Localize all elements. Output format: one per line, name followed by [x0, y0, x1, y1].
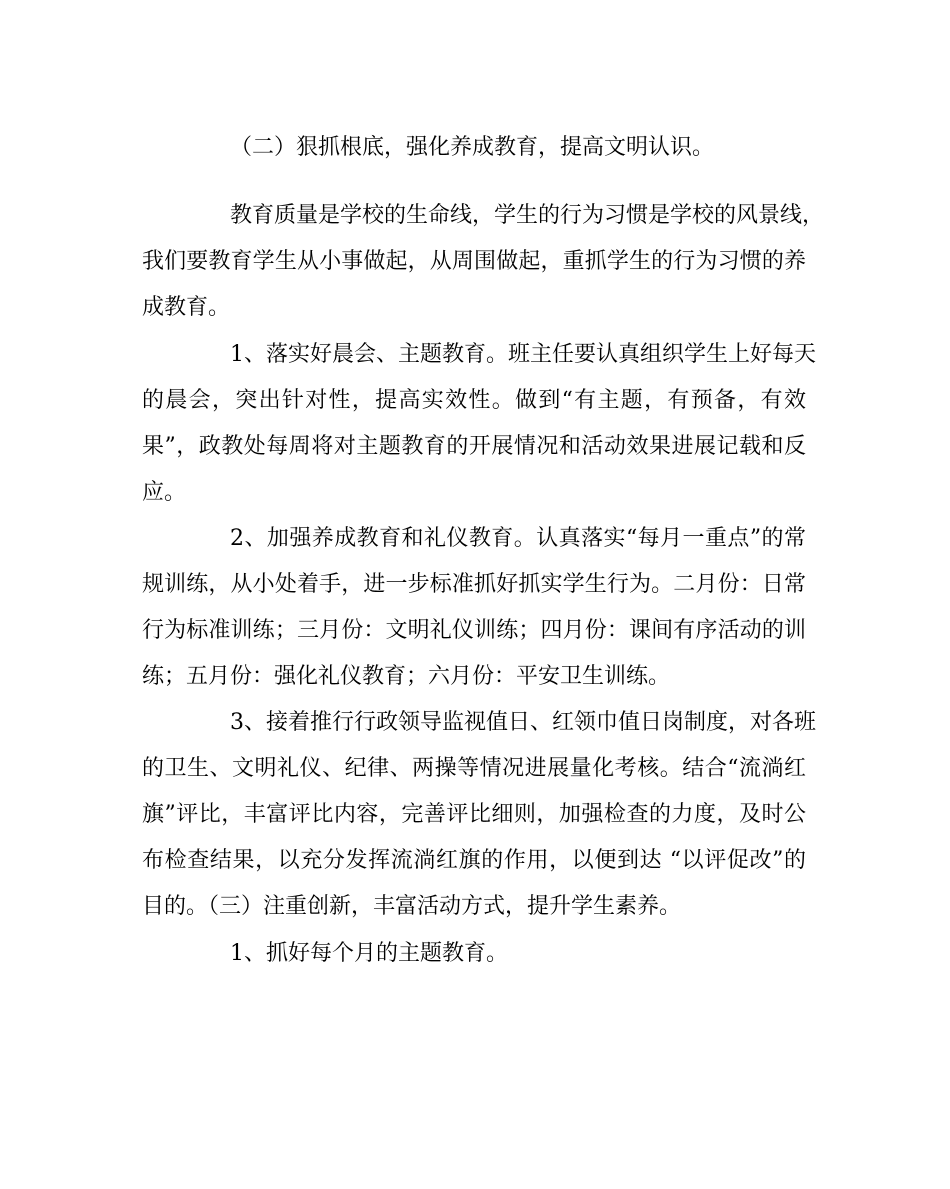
text-line: 1、抓好每个月的主题教育。 — [230, 941, 508, 966]
text-line: 的卫生、文明礼仪、纪律、两操等情况进展量化考核。结合“流淌红 — [142, 756, 806, 781]
document-body — [142, 125, 825, 977]
text-line: 应。 — [142, 480, 187, 505]
text-line: 1、落实好晨会、主题教育。班主任要认真组织学生上好每天 — [230, 342, 816, 367]
text-line: 教育质量是学校的生命线，学生的行为习惯是学校的风景线， — [230, 203, 825, 228]
section-heading: （二）狠抓根底，强化养成教育，提高文明认识。 — [230, 135, 715, 160]
gap — [142, 171, 806, 193]
text-line: 布检查结果，以充分发挥流淌红旗的作用，以便到达 “以评促改”的 — [142, 848, 806, 873]
text-line: 目的。（三）注重创新，丰富活动方式，提升学生素养。 — [142, 894, 682, 919]
text-line: 成教育。 — [142, 295, 231, 320]
text-line: 我们要教育学生从小事做起，从周围做起，重抓学生的行为习惯的养 — [142, 249, 806, 274]
text-line: 果”，政教处每周将对主题教育的开展情况和活动效果进展记载和反 — [142, 434, 806, 459]
text-line: 的晨会，突出针对性，提高实效性。做到“有主题，有预备，有效 — [142, 388, 806, 413]
text-line: 2、加强养成教育和礼仪教育。认真落实“每月一重点”的常 — [230, 526, 806, 551]
text-line: 行为标准训练；三月份：文明礼仪训练；四月份：课间有序活动的训 — [142, 618, 806, 643]
text-line: 3、接着推行行政领导监视值日、红领巾值日岗制度，对各班 — [230, 710, 816, 735]
text-line: 规训练，从小处着手，进一步标准抓好抓实学生行为。二月份：日常 — [142, 572, 806, 597]
text-line: 练；五月份：强化礼仪教育；六月份：平安卫生训练。 — [142, 664, 671, 689]
text-line: 旗”评比，丰富评比内容，完善评比细则，加强检查的力度，及时公 — [142, 802, 806, 827]
